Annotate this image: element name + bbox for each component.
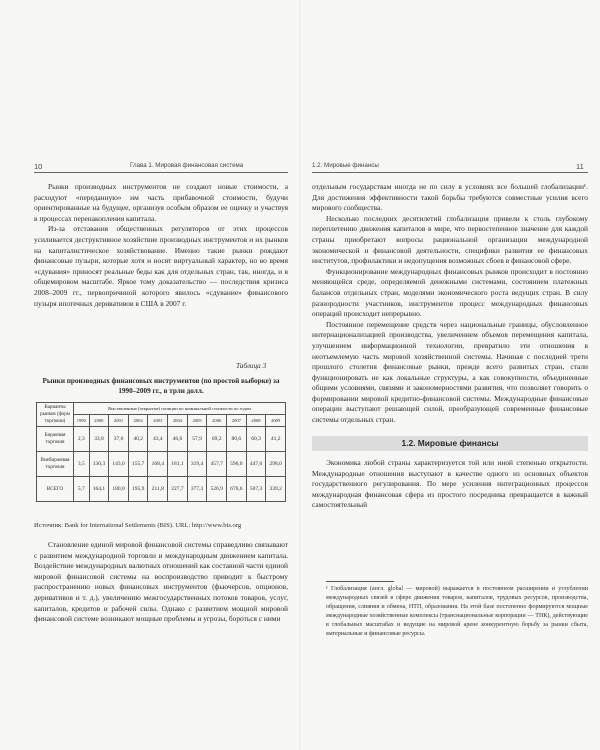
year-header: 2007: [227, 415, 247, 427]
table-cell: 33,8: [89, 427, 109, 452]
paragraph: Несколько последних десятилетий глобализация привели к столь глубокому переплетению движения капиталов в мире, что первостепенное значение для каждой страны приобретают вопросы рациональной организации международной экономической и финансовой деятельности, специфики развития ее финансовых институтов, профилактики и недопущения возможных сбоев в финансовой сфере.: [312, 213, 588, 266]
year-header: 2002: [128, 415, 148, 427]
row-label: Внебиржевая торговля: [37, 452, 74, 477]
header-rule: [312, 172, 588, 173]
year-header: 2008: [246, 415, 266, 427]
left-text-block-2: [34, 540, 288, 625]
footnote: ¹ Глобализация (англ. global — мировой) выражается в постоянном расширении и углублении международных связей в сфере движения товаров, капиталов, трудовых ресурсов, производства, обращения, слияния и обмена, НТП, образования. На этой базе постепенно формируются мощные международные хозяйственные комплексы (транснациональные корпорации — ТНК), действующие в глобальных масштабах и ведущие на мировой арене конкурентную борьбу за рынки сбыта, материальные и финансовые ресурсы.: [326, 586, 588, 637]
section-title: 1.2. Мировые финансы: [312, 436, 588, 451]
year-header: 2003: [148, 415, 168, 427]
table-cell: 298,0: [266, 452, 286, 477]
table-number: Таблица 3: [236, 362, 267, 370]
paragraph: Рынки производных инструментов не создают новые стоимости, а расходуют «переданную» им часть прибавочной стоимости, будучи ориентированные на будущее, организуя особым образом ее оценку и участвуя в процессах перенакопления капитала.: [34, 182, 288, 223]
table-row: [37, 427, 286, 452]
paragraph: Функционирование международных финансовых рынков происходит в постоянно меняющейся среде, определяемой денежными системами, состоянием платежных балансов отдельных стран, моделями экономического роста ведущих стран. В силу разнородности участников, инструментов процесс международных финансовых операций происходит непрерывно.: [312, 266, 588, 319]
row-label: Биржевая торговля: [37, 427, 74, 452]
paragraph: Из-за отставания общественных регуляторов от этих процессов усиливается деструктивное хозяйствие производных инструментов и их рынков на капиталистическое хозяйствование. Именно такие рынки рождают финансовые пузыри, которые хотя и носят виртуальный характер, но во время «сдувания» приносят реальные беды как для отдельных стран, так, иногда, и в общемировом масштабе. Яркое тому доказательство — последствия кризиса 2008–2009 гг., первопричиной которого явилось «сдувание» финансового пузыря ипотечных деривативов в США в 2007 г.: [34, 224, 288, 308]
right-text-block-1: [312, 182, 588, 426]
right-text-block-2: [312, 458, 588, 511]
running-header: Глава 1. Мировая финансовая система: [130, 162, 244, 169]
table-cell: 60,3: [246, 427, 266, 452]
table-cell: 377,3: [187, 477, 207, 502]
table-cell: 80,6: [227, 427, 247, 452]
table-cell: 3,5: [74, 452, 90, 477]
table-cell: 40,2: [128, 427, 148, 452]
table-cell: 457,7: [207, 452, 227, 477]
year-header: 2004: [168, 415, 188, 427]
table-cell: 507,3: [246, 477, 266, 502]
derivatives-table: [36, 402, 286, 502]
table-cell: 43,4: [148, 427, 168, 452]
table-cell: 180,0: [109, 477, 129, 502]
table-cell: 164,1: [89, 477, 109, 502]
table-cell: 46,6: [168, 427, 188, 452]
table-cell: 41,2: [266, 427, 286, 452]
table-cell: 37,0: [109, 427, 129, 452]
table-cell: 69,2: [207, 427, 227, 452]
left-text-block-1: [34, 182, 288, 309]
table-cell: 168,4: [148, 452, 168, 477]
running-header: 1.2. Мировые финансы: [312, 162, 379, 169]
row-label: ВСЕГО: [37, 477, 74, 502]
table-cell: 339,2: [266, 477, 286, 502]
table-cell: 2,3: [74, 427, 90, 452]
table-cell: 319,4: [187, 452, 207, 477]
table-title: Рынки производных финансовых инструментов (по простой выборке) за 1990–2009 гг., в трлн долл.: [42, 377, 280, 395]
table-cell: 5,7: [74, 477, 90, 502]
year-header: 1990: [74, 415, 90, 427]
table-cell: 130,3: [89, 452, 109, 477]
table-cell: 155,7: [128, 452, 148, 477]
table-row: [37, 477, 286, 502]
year-header: 2006: [207, 415, 227, 427]
header-rule: [34, 172, 288, 173]
table-cell: 676,6: [227, 477, 247, 502]
table-cell: 195,9: [128, 477, 148, 502]
table-cell: 211,8: [148, 477, 168, 502]
table-group-header: Выставленные (открытые) позиции по номинальной стоимости по годам: [74, 403, 286, 415]
year-header: 2000: [89, 415, 109, 427]
year-header: 2005: [187, 415, 207, 427]
table-cell: 227,7: [168, 477, 188, 502]
table-cell: 526,9: [207, 477, 227, 502]
paragraph: Становление единой мировой финансовой системы справедливо связывают с развитием международной торговли и международным движением капитала. Воздействие международных валютных отношений как составной части единой мировой финансовой системы на воспроизводство приводит к быстрому распространению новых финансовых инструментов (фьючерсов, опционов, деривативов и т. д.), увеличению межгосударственных потоков товаров, услуг, капиталов, кредитов и рабочей силы. Однако с развитием мощной мировой финансовой системе возникают мощные проблемы и угрозы, бороться с ними: [34, 540, 288, 624]
table-corner-header: Варианты рынков (форм торговли): [37, 403, 74, 427]
table-cell: 57,9: [187, 427, 207, 452]
table-row: [37, 452, 286, 477]
page-number: 10: [34, 162, 43, 171]
year-header: 2001: [109, 415, 129, 427]
table-source: Источник: Bank for International Settlements (BIS). URL: http://www.bis.org: [34, 522, 242, 529]
table-cell: 181,1: [168, 452, 188, 477]
paragraph: отдельным государствам иногда не по силу в условиях все большей глобализации¹. Для достижения эффективности такой борьбы требуются совместные усилия всего мирового сообщества.: [312, 182, 588, 213]
paragraph: Экономика любой страны характеризуется той или иной степенью открытости. Международные отношения выступают в качестве одного из основных объектов государственного регулирования. По мере усиления интеграционных процессов международная финансовая сфера из простого посредника превращается в важный самостоятельный: [312, 458, 588, 510]
year-header: 2009: [266, 415, 286, 427]
page-number: 11: [576, 162, 584, 171]
table-cell: 143,0: [109, 452, 129, 477]
footnote-rule: [326, 581, 394, 582]
table-cell: 447,0: [246, 452, 266, 477]
table-cell: 596,0: [227, 452, 247, 477]
paragraph: Постоянное перемещение средств через национальные границы, обусловленное интернационализацией производства, увеличением объемов перемещения капитала, улучшением информационной технологии, превратило эти отношения в неотъемлемую часть мировой хозяйственной системы. Начиная с последней трети прошлого столетия финансовые рынки, прежде всего развитых стран, стали функционировать не как локальные структуры, а как совокупности, объединенные общими условиями, связями и закономерностями развития, что позволяет говорить о формировании мировой кредитно-финансовой системы. Международные финансовые операции выступают решающей силой, преобразующей современные финансовые системы отдельных стран.: [312, 319, 588, 425]
